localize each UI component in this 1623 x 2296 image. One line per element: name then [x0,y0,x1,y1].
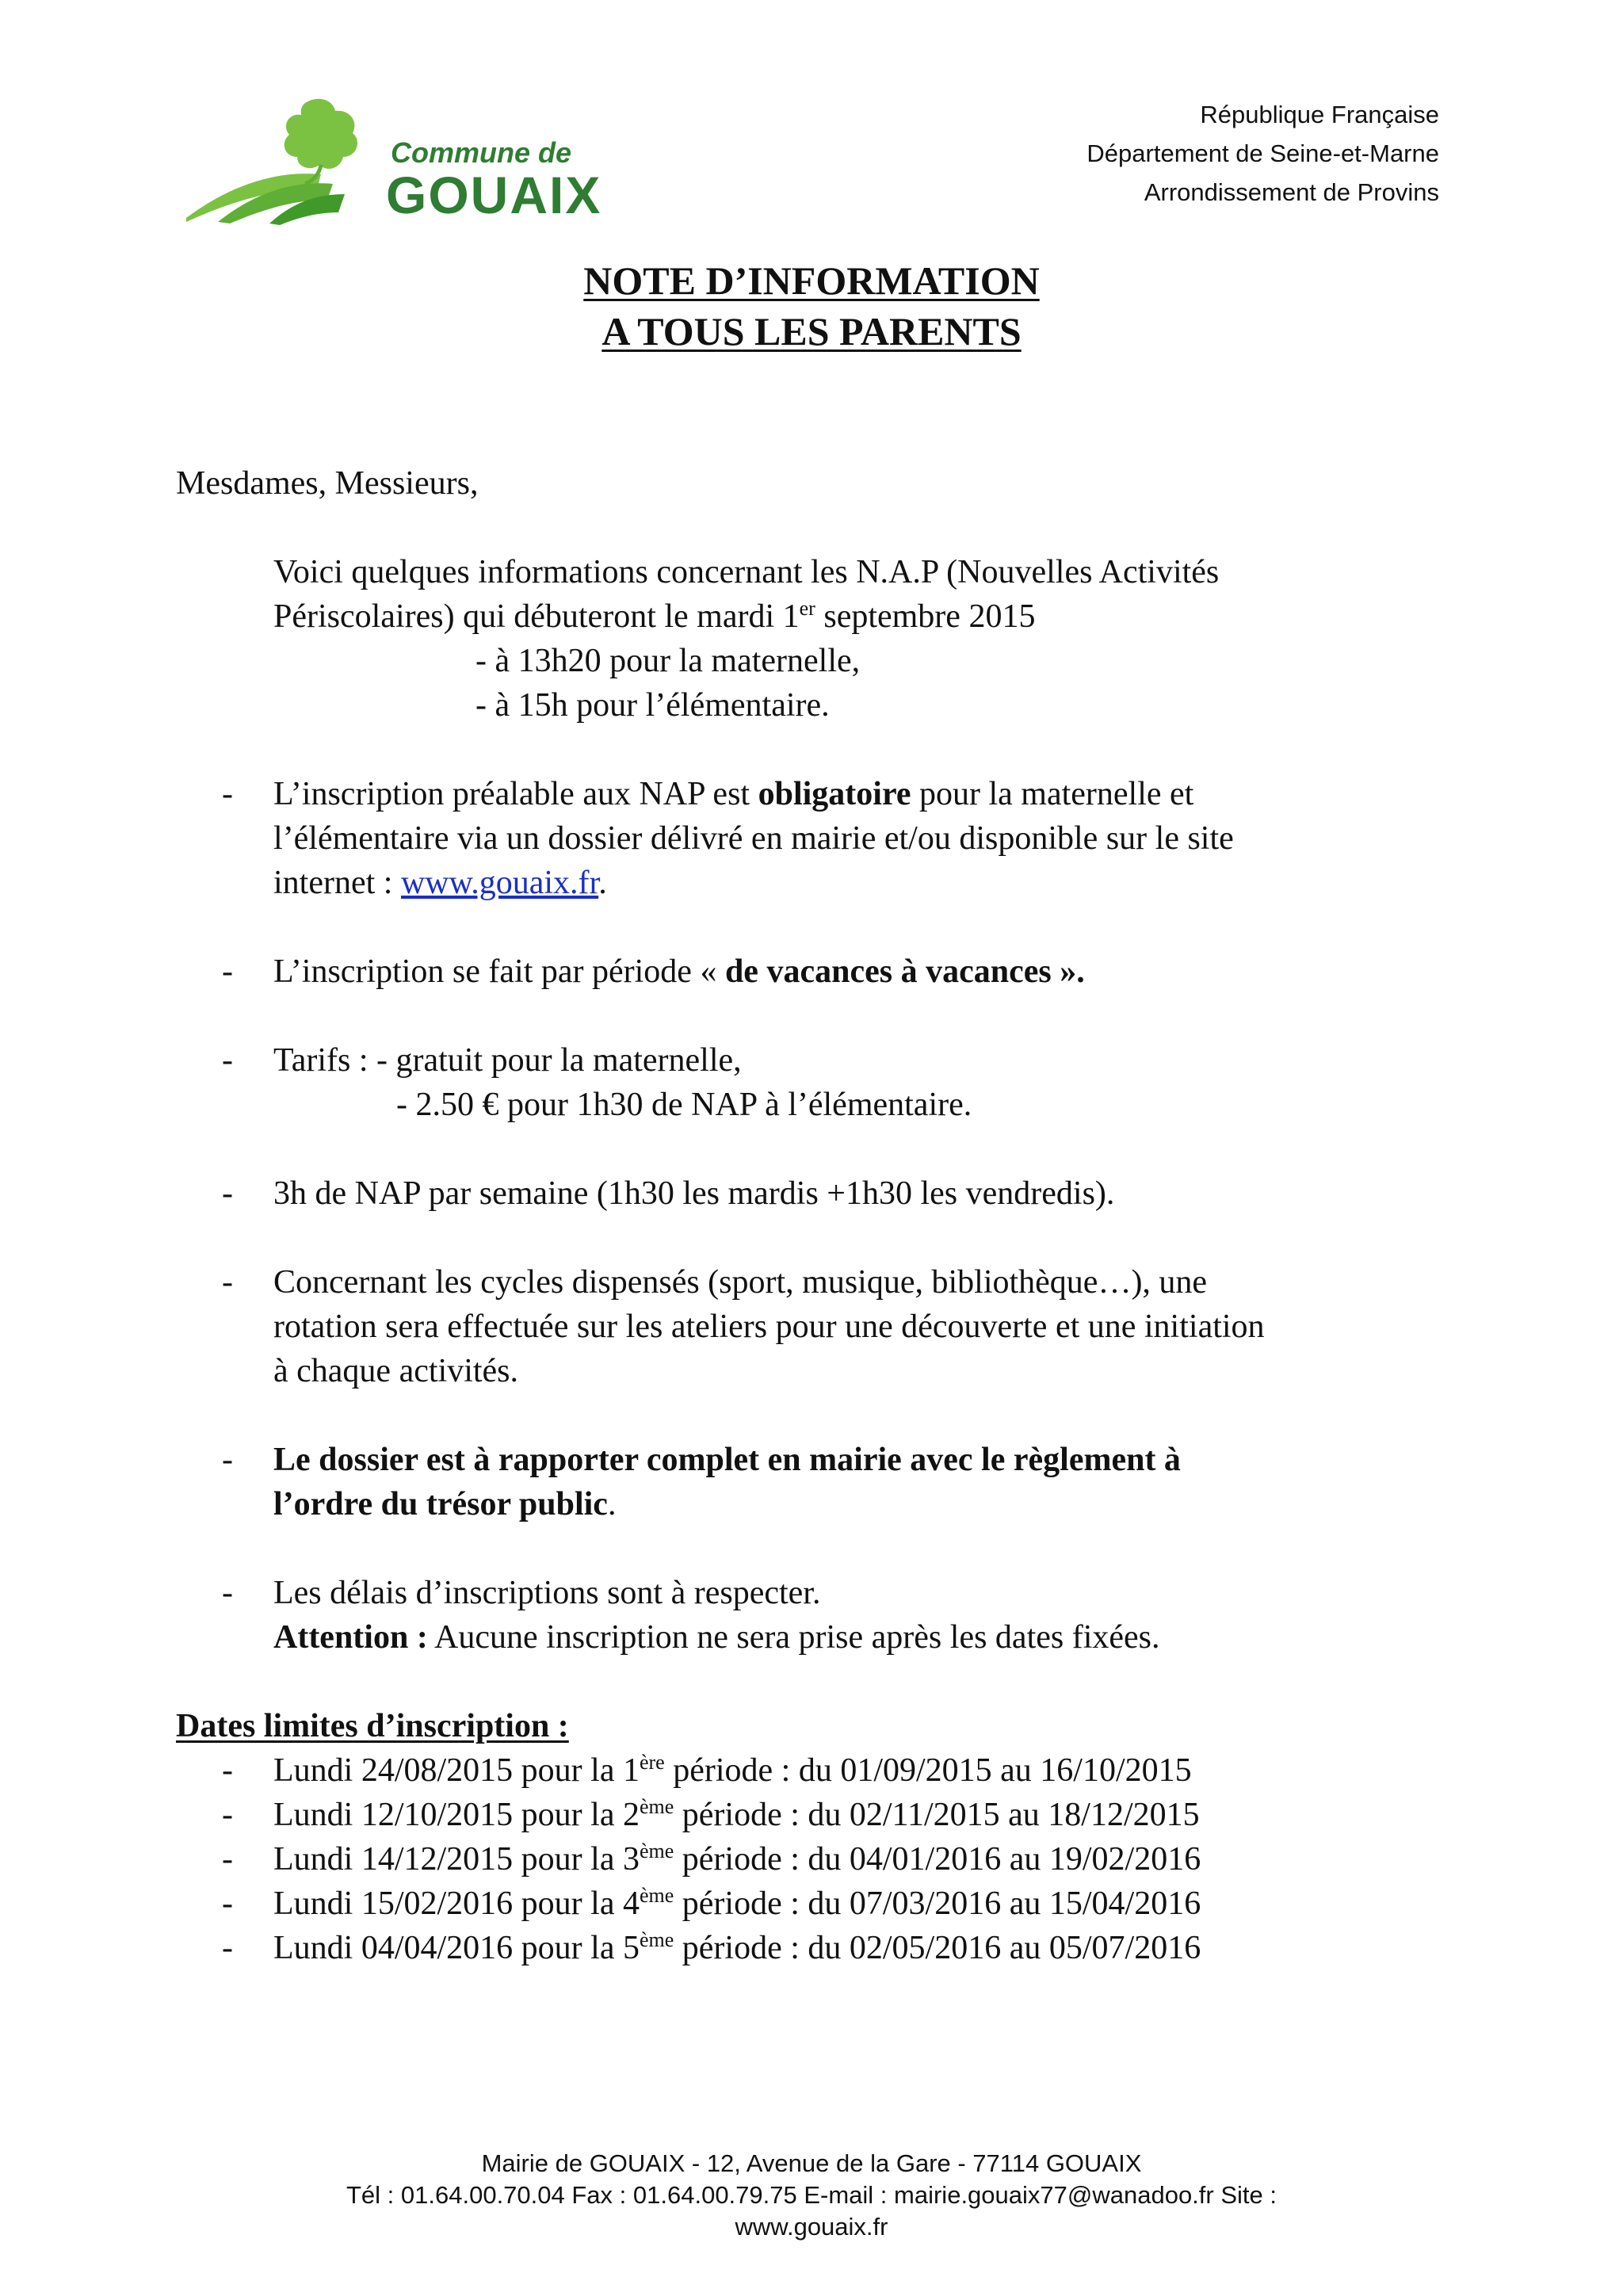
date-row [273,1881,1201,1926]
intro-line-4: - à 15h pour l’élémentaire. [475,687,830,724]
bullet-5-line-3: à chaque activités. [273,1353,519,1389]
date-row-period: période : du 02/05/2016 au 05/07/2016 [674,1930,1201,1966]
bullet-1-text: L’inscription préalable aux NAP est [273,776,758,812]
logo-gouaix: GOUAIX [386,166,602,224]
page-title [0,255,1623,357]
header-departement: Département de Seine-et-Marne [1086,139,1439,167]
commune-logo [186,95,606,230]
date-row-sup: ème [639,1839,674,1862]
bullet-dash: - [222,1752,233,1789]
date-row-period: période : du 04/01/2016 au 19/02/2016 [674,1841,1201,1878]
logo-graphic [186,95,384,230]
bullet-dash: - [222,1930,233,1966]
bullet-dash: - [222,1175,233,1212]
date-row-period: période : du 07/03/2016 au 15/04/2016 [674,1885,1201,1922]
date-row-sup: ème [639,1795,674,1818]
attention-label: Attention : [273,1619,428,1656]
date-row [273,1793,1200,1837]
title-line-2: A TOUS LES PARENTS [601,309,1022,353]
header-republique: République Française [1200,101,1439,128]
date-row-text: Lundi 14/12/2015 pour la 3 [273,1841,640,1878]
date-row-sup: ème [639,1884,674,1907]
bullet-4-line-1: 3h de NAP par semaine (1h30 les mardis +1h30 les vendredis). [273,1175,1115,1212]
date-row-text: Lundi 04/04/2016 pour la 5 [273,1930,640,1966]
bullet-1-internet-label: internet : [273,865,401,901]
footer-website: www.gouaix.fr [735,2213,888,2241]
bullet-2-bold: de vacances à vacances ». [724,953,1085,990]
bullet-2-line-1 [273,949,1085,994]
bullet-dash: - [222,1841,233,1878]
date-row-text: Lundi 15/02/2016 pour la 4 [273,1885,640,1922]
bullet-dash: - [222,1042,233,1079]
bullet-5-line-1: Concernant les cycles dispensés (sport, musique, bibliothèque…), une [273,1264,1208,1301]
date-row-text: Lundi 12/10/2015 pour la 2 [273,1797,640,1833]
bullet-dash: - [222,776,233,812]
bullet-6-bold: l’ordre du trésor public [273,1486,608,1522]
bullet-1-line-1 [273,772,1193,816]
bullet-6-period: . [607,1486,617,1522]
bullet-1-line-2: l’élémentaire via un dossier délivré en mairie et/ou disponible sur le site [273,820,1234,857]
date-row-period: période : du 02/11/2015 au 18/12/2015 [674,1797,1200,1833]
bullet-2-text: L’inscription se fait par période « [273,953,725,990]
bullet-1-text-end: pour la maternelle et [911,776,1194,812]
date-row [273,1837,1201,1881]
date-row-period: période : du 01/09/2015 au 16/10/2015 [664,1752,1192,1789]
header-arrondissement: Arrondissement de Provins [1144,178,1439,206]
page-footer [0,2148,1623,2243]
intro-line-3: - à 13h20 pour la maternelle, [475,643,861,679]
bullet-5-line-2: rotation sera effectuée sur les ateliers pour une découverte et une initiation [273,1308,1265,1345]
bullet-7-line-1: Les délais d’inscriptions sont à respecter. [273,1575,821,1611]
bullet-6-line-2 [273,1482,616,1526]
website-link[interactable]: www.gouaix.fr [400,865,599,901]
date-row [273,1748,1192,1793]
bullet-6-line-1: Le dossier est à rapporter complet en mairie avec le règlement à [273,1442,1181,1478]
bullet-3-line-2: - 2.50 € pour 1h30 de NAP à l’élémentaire. [396,1087,972,1123]
intro-superscript: er [799,597,815,620]
intro-line-2-end: septembre 2015 [815,598,1036,635]
bullet-dash: - [222,953,233,990]
bullet-3-line-1: Tarifs : - gratuit pour la maternelle, [273,1042,742,1079]
bullet-1-bold: obligatoire [758,776,911,812]
bullet-dash: - [222,1442,233,1478]
greeting: Mesdames, Messieurs, [176,465,479,502]
bullet-1-period: . [598,865,607,901]
intro-line-2-text: Périscolaires) qui débuteront le mardi 1 [273,598,800,635]
date-row [273,1926,1201,1970]
intro-line-2 [273,594,1035,639]
bullet-dash: - [222,1885,233,1922]
date-row-text: Lundi 24/08/2015 pour la 1 [273,1752,640,1789]
date-row-sup: ère [639,1751,665,1774]
bullet-1-line-3 [273,861,607,905]
logo-commune-de: Commune de [391,136,572,169]
date-row-sup: ème [639,1928,674,1951]
bullet-7-line-2 [273,1615,1160,1660]
footer-address: Mairie de GOUAIX - 12, Avenue de la Gare - 77114 GOUAIX [481,2149,1142,2177]
bullet-dash: - [222,1797,233,1833]
bullet-dash: - [222,1264,233,1301]
bullet-dash: - [222,1575,233,1611]
dates-heading: Dates limites d’inscription : [176,1708,569,1744]
title-line-1: NOTE D’INFORMATION [583,258,1040,303]
footer-contact: Tél : 01.64.00.70.04 Fax : 01.64.00.79.75 E-mail : mairie.gouaix77@wanadoo.fr Site : [346,2181,1277,2209]
attention-text: Aucune inscription ne sera prise après les dates fixées. [427,1619,1160,1656]
intro-line-1: Voici quelques informations concernant les N.A.P (Nouvelles Activités [273,554,1220,590]
header-administrative [1086,95,1439,212]
